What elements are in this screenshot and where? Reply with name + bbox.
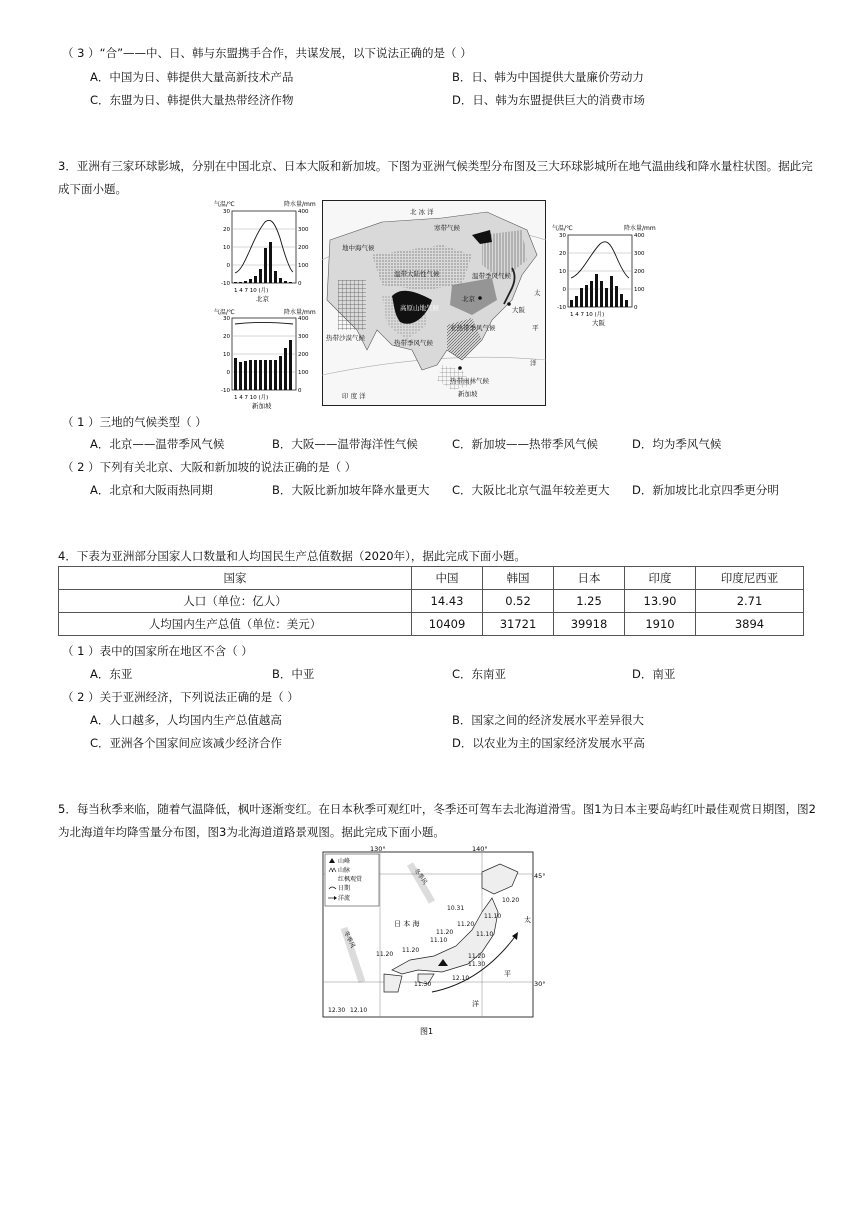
svg-text:10: 10 <box>223 352 230 358</box>
svg-text:0: 0 <box>226 263 230 269</box>
winter-monsoon-label-1: 冬季风 <box>412 867 429 886</box>
map-label-rainforest: 热带雨林气候 <box>450 377 489 385</box>
date-label: 11.20 <box>436 929 454 936</box>
svg-text:300: 300 <box>634 251 645 257</box>
date-label: 11.30 <box>468 961 486 968</box>
svg-text:100: 100 <box>634 287 645 293</box>
lon-140-label: 140° <box>472 845 488 853</box>
map-label-subarctic: 寒带气候 <box>434 224 460 232</box>
table-header-cell: 日本 <box>554 567 625 590</box>
map-label-mediterranean: 地中海气候 <box>342 244 375 252</box>
q4-2-stem: （ 2 ）关于亚洲经济，下列说法正确的是（ ） <box>62 690 299 704</box>
map-label-monsoon: 温带季风气候 <box>472 272 511 280</box>
date-label: 11.20 <box>468 953 486 960</box>
legend-maple: 红枫观赏 <box>338 876 363 883</box>
figure-caption: 图1 <box>420 1027 434 1036</box>
q4-1-option-d[interactable]: D．南亚 <box>632 667 676 681</box>
osaka-precip-axis-label: 降水量/mm <box>624 225 656 232</box>
svg-text:0: 0 <box>298 281 302 287</box>
table-cell: 3894 <box>696 613 804 636</box>
table-row <box>59 613 804 636</box>
q4-2-option-b[interactable]: B．国家之间的经济发展水平差异很大 <box>452 713 644 727</box>
beijing-label: 北京 <box>256 295 269 303</box>
map-label-singapore: 新加坡 <box>458 390 478 398</box>
svg-text:0: 0 <box>226 370 230 376</box>
map-label-osaka: 大阪 <box>512 306 525 314</box>
svg-text:300: 300 <box>298 227 309 233</box>
beijing-climate-chart <box>212 198 316 306</box>
map-label-beijing: 北京 <box>462 295 475 303</box>
date-label: 12.10 <box>350 1007 368 1014</box>
table-cell: 2.71 <box>696 590 804 613</box>
q3-2-stem: （ 2 ）下列有关北京、大阪和新加坡的说法正确的是（ ） <box>62 460 357 474</box>
q2-3-option-c[interactable]: C．东盟为日、韩提供大量热带经济作物 <box>90 93 294 107</box>
singapore-month-ticks: 1 4 7 10 (月) <box>234 395 269 401</box>
osaka-temp-axis-label: 气温/℃ <box>552 225 573 232</box>
svg-text:100: 100 <box>298 263 309 269</box>
date-label: 11.10 <box>484 913 502 920</box>
q2-3-stem: （ 3 ）“合”——中、日、韩与东盟携手合作，共谋发展，以下说法正确的是（ ） <box>62 46 472 60</box>
beijing-month-ticks: 1 4 7 10 (月) <box>234 288 269 294</box>
svg-text:200: 200 <box>634 269 645 275</box>
date-label: 11.10 <box>430 937 448 944</box>
q4-1-option-b[interactable]: B．中亚 <box>272 667 315 681</box>
table-cell: 13.90 <box>625 590 696 613</box>
lat-45-label: 45° <box>534 872 546 880</box>
date-label: 11.20 <box>376 951 394 958</box>
date-label: 12.30 <box>328 1007 346 1014</box>
date-label: 10.20 <box>502 897 520 904</box>
q3-intro-line1: 3．亚洲有三家环球影城，分别在中国北京、日本大阪和新加坡。下图为亚洲气候类型分布图及三大环球影城所在地气温曲线和降水量柱状图。据此完 <box>58 159 813 173</box>
q3-2-option-c[interactable]: C．大阪比北京气温年较差更大 <box>452 483 610 497</box>
legend-date: 日期 <box>338 885 351 892</box>
table-cell: 1910 <box>625 613 696 636</box>
q4-2-option-d[interactable]: D．以农业为主的国家经济发展水平高 <box>452 736 645 750</box>
svg-text:0: 0 <box>562 287 566 293</box>
osaka-month-ticks: 1 4 7 10 (月) <box>570 312 605 318</box>
svg-text:20: 20 <box>223 334 230 340</box>
japan-maple-map <box>322 842 546 1042</box>
osaka-label: 大阪 <box>592 319 605 327</box>
map-label-tropical-monsoon: 热带季风气候 <box>394 339 433 347</box>
q5-intro-line1: 5．每当秋季来临，随着气温降低，枫叶逐渐变红。在日本秋季可观红叶，冬季还可驾车去北海道滑雪。图1为日本主要岛屿红叶最佳观赏日期图，图2 <box>58 802 816 816</box>
q2-3-option-d[interactable]: D．日、韩为东盟提供巨大的消费市场 <box>452 93 645 107</box>
lat-30-label: 30° <box>534 980 546 988</box>
date-label: 11.30 <box>414 981 432 988</box>
q5-intro-line2: 为北海道年均降雪量分布图，图3为北海道道路景观图。据此完成下面小题。 <box>58 825 445 839</box>
svg-text:20: 20 <box>559 251 566 257</box>
winter-monsoon-label-2: 冬季风 <box>342 929 357 950</box>
svg-text:10: 10 <box>559 269 566 275</box>
q4-1-option-c[interactable]: C．东南亚 <box>452 667 507 681</box>
date-label: 11.10 <box>476 931 494 938</box>
singapore-label: 新加坡 <box>252 402 272 410</box>
map-label-pacific-3: 洋 <box>530 359 537 367</box>
beijing-temp-axis-label: 气温/℃ <box>214 201 235 208</box>
svg-text:30: 30 <box>559 233 566 239</box>
table-header-row <box>59 567 804 590</box>
svg-text:200: 200 <box>298 245 309 251</box>
map-label-plateau: 高原山地气候 <box>400 304 439 312</box>
svg-text:400: 400 <box>634 233 645 239</box>
svg-text:400: 400 <box>298 209 309 215</box>
q4-2-option-c[interactable]: C．亚洲各个国家间应该减少经济合作 <box>90 736 283 750</box>
osaka-climate-chart <box>550 222 658 332</box>
sea-of-japan-label: 日 本 海 <box>394 920 420 928</box>
asia-climate-map <box>322 200 546 406</box>
date-label: 10.31 <box>447 905 465 912</box>
pacific-label-1: 太 <box>524 916 531 924</box>
beijing-precip-axis-label: 降水量/mm <box>284 201 316 208</box>
svg-text:0: 0 <box>634 305 638 311</box>
svg-text:200: 200 <box>298 352 309 358</box>
legend-peak: 山峰 <box>338 858 351 865</box>
q3-intro-line2: 成下面小题。 <box>58 182 127 196</box>
singapore-climate-chart <box>212 306 316 410</box>
map-label-indian-ocean: 印 度 洋 <box>342 392 366 400</box>
svg-text:300: 300 <box>298 334 309 340</box>
svg-text:0: 0 <box>298 388 302 394</box>
date-label: 11.20 <box>457 921 475 928</box>
map-label-pacific-1: 太 <box>534 289 541 297</box>
map-label-pacific-2: 平 <box>532 324 539 332</box>
table-header-cell: 韩国 <box>483 567 554 590</box>
pacific-label-2: 平 <box>504 970 511 978</box>
lon-130-label: 130° <box>370 845 386 853</box>
population-gdp-table <box>58 566 804 636</box>
q3-1-option-a[interactable]: A．北京——温带季风气候 <box>90 437 225 451</box>
table-cell: 39918 <box>554 613 625 636</box>
q2-3-option-b[interactable]: B．日、韩为中国提供大量廉价劳动力 <box>452 70 644 84</box>
q3-1-option-b[interactable]: B．大阪——温带海洋性气候 <box>272 437 418 451</box>
q4-1-stem: （ 1 ）表中的国家所在地区不含（ ） <box>62 644 253 658</box>
table-cell: 0.52 <box>483 590 554 613</box>
q3-1-option-d[interactable]: D．均为季风气候 <box>632 437 722 451</box>
table-header-cell: 印度尼西亚 <box>696 567 804 590</box>
table-cell: 人口（单位：亿人） <box>59 590 412 613</box>
q3-2-option-d[interactable]: D．新加坡比北京四季更分明 <box>632 483 779 497</box>
q3-2-option-a[interactable]: A．北京和大阪雨热同期 <box>90 483 213 497</box>
q4-2-option-a[interactable]: A．人口越多，人均国内生产总值越高 <box>90 713 282 727</box>
q3-1-stem: （ 1 ）三地的气候类型（ ） <box>62 415 207 429</box>
q4-1-option-a[interactable]: A．东亚 <box>90 667 133 681</box>
singapore-precip-axis-label: 降水量/mm <box>284 309 316 316</box>
svg-text:20: 20 <box>223 227 230 233</box>
table-cell: 1.25 <box>554 590 625 613</box>
map-label-continental: 温带大陆性气候 <box>394 270 440 278</box>
table-header-cell: 中国 <box>412 567 483 590</box>
map-label-desert: 热带沙漠气候 <box>326 334 365 342</box>
q4-intro: 4．下表为亚洲部分国家人口数量和人均国民生产总值数据（2020年），据此完成下面小题。 <box>58 549 526 563</box>
table-header-cell: 印度 <box>625 567 696 590</box>
q3-2-option-b[interactable]: B．大阪比新加坡年降水量更大 <box>272 483 430 497</box>
map-label-subtropical: 亚热带季风气候 <box>450 324 496 332</box>
singapore-temp-axis-label: 气温/℃ <box>214 309 235 316</box>
svg-text:100: 100 <box>298 370 309 376</box>
date-label: 12.10 <box>452 975 470 982</box>
table-cell: 10409 <box>412 613 483 636</box>
legend-range: 山脉 <box>338 867 351 874</box>
legend-current: 洋流 <box>338 895 351 902</box>
table-cell: 31721 <box>483 613 554 636</box>
table-cell: 14.43 <box>412 590 483 613</box>
table-header-cell: 国家 <box>59 567 412 590</box>
svg-text:-10: -10 <box>221 281 230 287</box>
svg-text:-10: -10 <box>557 305 566 311</box>
q2-3-option-a[interactable]: A．中国为日、韩提供大量高新技术产品 <box>90 70 294 84</box>
pacific-label-3: 洋 <box>472 1000 479 1008</box>
table-cell: 人均国内生产总值（单位：美元） <box>59 613 412 636</box>
q3-1-option-c[interactable]: C．新加坡——热带季风气候 <box>452 437 599 451</box>
date-label: 11.20 <box>402 947 420 954</box>
svg-text:-10: -10 <box>221 388 230 394</box>
map-label-arctic-ocean: 北 冰 洋 <box>410 208 434 216</box>
svg-text:30: 30 <box>223 316 230 322</box>
table-row <box>59 590 804 613</box>
svg-text:400: 400 <box>298 316 309 322</box>
svg-text:10: 10 <box>223 245 230 251</box>
svg-text:30: 30 <box>223 209 230 215</box>
